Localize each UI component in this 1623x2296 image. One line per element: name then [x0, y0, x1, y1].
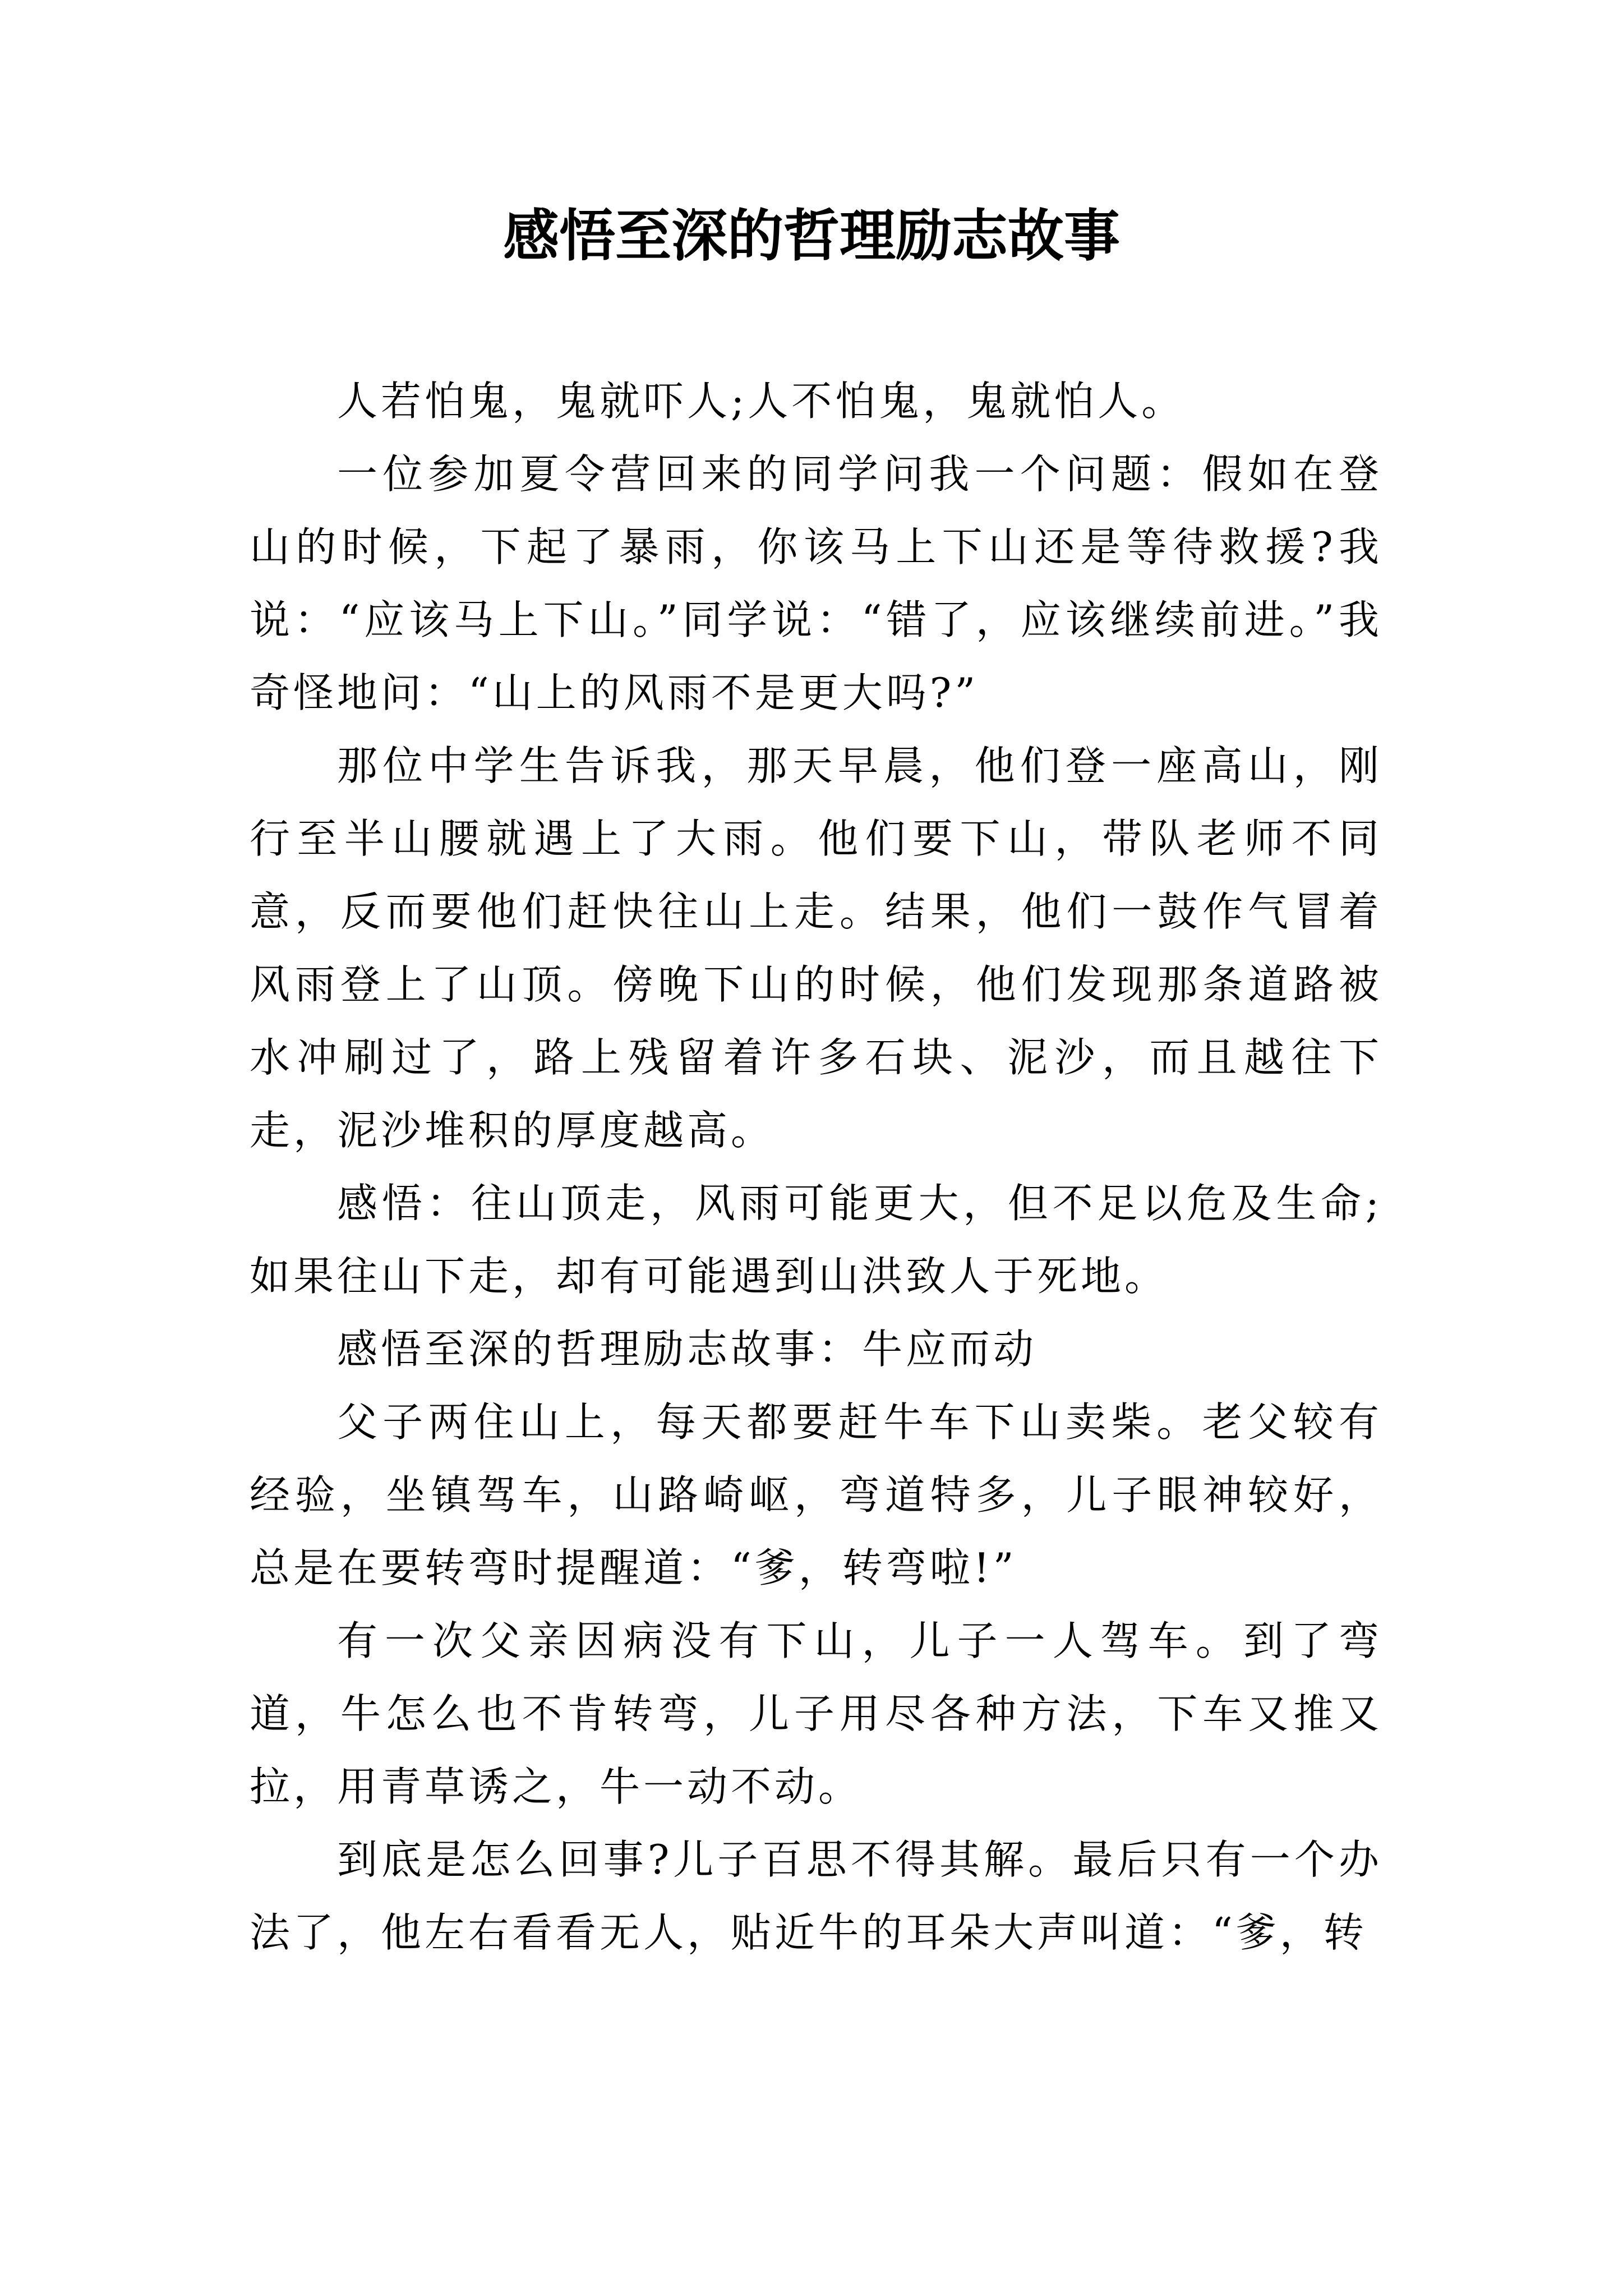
- paragraph-4: 感悟：往山顶走，风雨可能更大，但不足以危及生命;如果往山下走，却有可能遇到山洪致人于死地。: [250, 1180, 1382, 1300]
- paragraph-5: 父子两住山上，每天都要赶牛车下山卖柴。老父较有经验，坐镇驾车，山路崎岖，弯道特多，儿子眼神较好，总是在要转弯时提醒道：“爹，转弯啦!”: [250, 1398, 1382, 1591]
- paragraph-6: 有一次父亲因病没有下山，儿子一人驾车。到了弯道，牛怎么也不肯转弯，儿子用尽各种方法，下车又推又拉，用青草诱之，牛一动不动。: [250, 1617, 1382, 1810]
- paragraph-1: 人若怕鬼，鬼就吓人;人不怕鬼，鬼就怕人。: [337, 378, 1186, 425]
- paragraph-2: 一位参加夏令营回来的同学问我一个问题：假如在登山的时候，下起了暴雨，你该马上下山还是等待救援?我说：“应该马上下山。”同学说：“错了，应该继续前进。”我奇怪地问：“山上的风雨不是更大吗?”: [250, 450, 1382, 716]
- section-heading: 感悟至深的哲理励志故事：牛应而动: [337, 1326, 1038, 1373]
- document-body: [250, 365, 1382, 1969]
- document-title: 感悟至深的哲理励志故事: [503, 203, 1120, 269]
- paragraph-3: 那位中学生告诉我，那天早晨，他们登一座高山，刚行至半山腰就遇上了大雨。他们要下山，带队老师不同意，反而要他们赶快往山上走。结果，他们一鼓作气冒着风雨登上了山顶。傍晚下山的时候，他们发现那条道路被水冲刷过了，路上残留着许多石块、泥沙，而且越往下走，泥沙堆积的厚度越高。: [250, 742, 1382, 1154]
- paragraph-7: 到底是怎么回事?儿子百思不得其解。最后只有一个办法了，他左右看看无人，贴近牛的耳朵大声叫道：“爹，转: [250, 1836, 1382, 1956]
